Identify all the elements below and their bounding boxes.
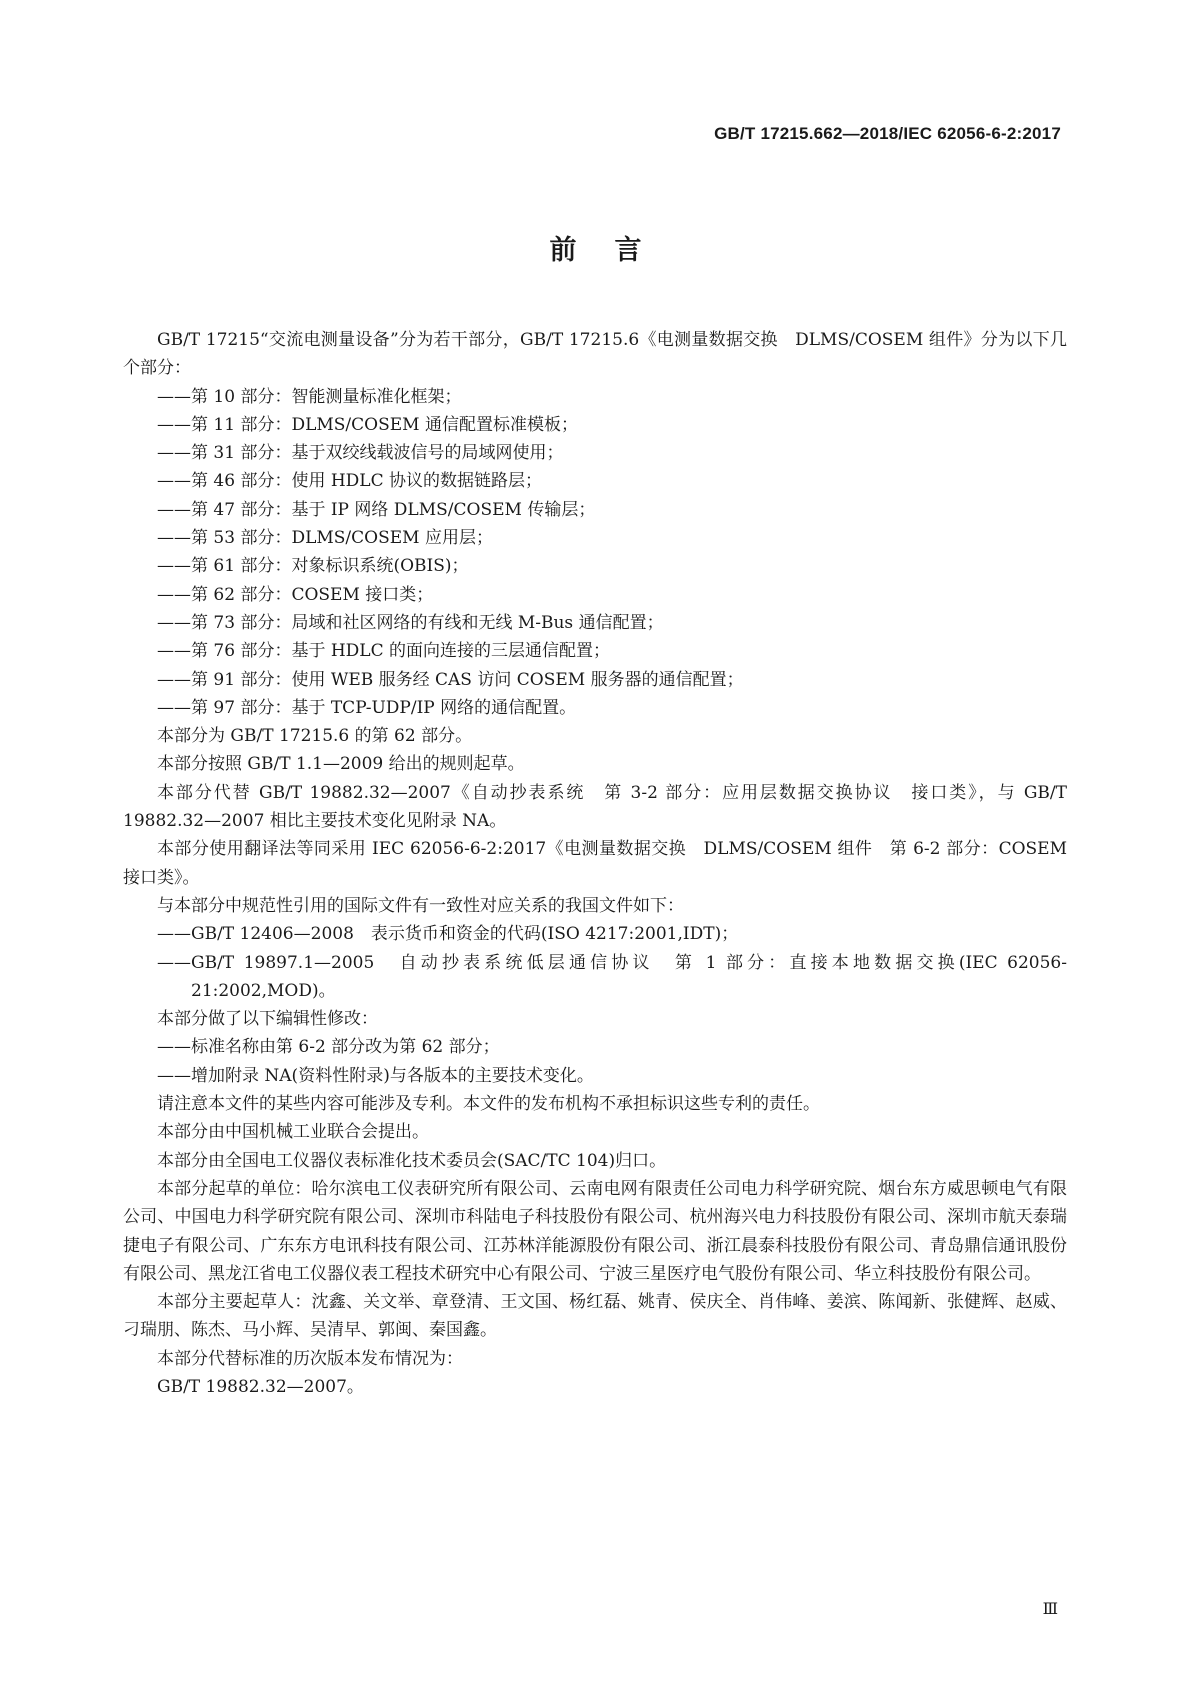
list-item: ——第 97 部分：基于 TCP-UDP/IP 网络的通信配置。 bbox=[157, 697, 577, 718]
drafting-units-paragraph: 本部分起草的单位：哈尔滨电工仪表研究所有限公司、云南电网有限责任公司电力科学研究院、烟台东方威思顿电气有限公司、中国电力科学研究院有限公司、深圳市科陆电子科技股份有限公司、杭州海兴电力科技股份有限公司、深圳市航天泰瑞捷电子有限公司、广东东方电讯科技有限公司、江苏林洋能源股份有限公司、浙江晨泰科技股份有限公司、青岛鼎信通讯股份有限公司、黑龙江省电工仪器仪表工程技术研究中心有限公司、宁波三星医疗电气股份有限公司、华立科技股份有限公司。 bbox=[123, 1178, 1067, 1284]
references-intro-paragraph: 与本部分中规范性引用的国际文件有一致性对应关系的我国文件如下： bbox=[157, 895, 684, 916]
list-item: ——第 11 部分：DLMS/COSEM 通信配置标准模板； bbox=[157, 414, 578, 435]
list-item: ——第 62 部分：COSEM 接口类； bbox=[157, 584, 434, 605]
proposed-by-paragraph: 本部分由中国机械工业联合会提出。 bbox=[157, 1122, 429, 1143]
list-item: ——标准名称由第 6-2 部分改为第 62 部分； bbox=[157, 1037, 500, 1058]
replacement-paragraph: 本部分代替 GB/T 19882.32—2007《自动抄表系统 第 3-2 部分：应用层数据交换协议 接口类》，与 GB/T 19882.32—2007 相比主要技术变化见附录 NA。 bbox=[123, 782, 1073, 832]
page-title: 前言 bbox=[549, 235, 680, 266]
edits-list bbox=[123, 1033, 1067, 1090]
part62-paragraph: 本部分为 GB/T 17215.6 的第 62 部分。 bbox=[157, 726, 473, 747]
list-item: ——第 53 部分：DLMS/COSEM 应用层； bbox=[157, 528, 493, 549]
history-paragraph: GB/T 19882.32—2007。 bbox=[157, 1376, 364, 1397]
intro-paragraph: GB/T 17215“交流电测量设备”分为若干部分，GB/T 17215.6《电测量数据交换 DLMS/COSEM 组件》分为以下几个部分： bbox=[123, 330, 1067, 379]
list-item: ——第 31 部分：基于双绞线载波信号的局域网使用； bbox=[157, 443, 564, 464]
list-item: ——第 10 部分：智能测量标准化框架； bbox=[157, 386, 462, 407]
page-number: Ⅲ bbox=[1042, 1601, 1058, 1618]
list-item: ——GB/T 12406—2008 表示货币和资金的代码(ISO 4217:2001,IDT)； bbox=[157, 924, 739, 945]
patent-paragraph: 请注意本文件的某些内容可能涉及专利。本文件的发布机构不承担标识这些专利的责任。 bbox=[157, 1094, 820, 1115]
centralized-by-paragraph: 本部分由全国电工仪器仪表标准化技术委员会(SAC/TC 104)归口。 bbox=[157, 1150, 667, 1171]
parts-list bbox=[123, 383, 1067, 723]
rules-paragraph: 本部分按照 GB/T 1.1—2009 给出的规则起草。 bbox=[157, 754, 525, 775]
standard-code-header: GB/T 17215.662—2018/IEC 62056-6-2:2017 bbox=[714, 124, 1061, 143]
list-item: ——第 47 部分：基于 IP 网络 DLMS/COSEM 传输层； bbox=[157, 499, 596, 520]
list-item: ——第 91 部分：使用 WEB 服务经 CAS 访问 COSEM 服务器的通信配置； bbox=[157, 669, 744, 690]
drafters-paragraph: 本部分主要起草人：沈鑫、关文举、章登清、王文国、杨红磊、姚青、侯庆全、肖伟峰、姜滨、陈闻新、张健辉、赵威、刁瑞朋、陈杰、马小辉、吴清早、郭闽、秦国鑫。 bbox=[123, 1292, 1067, 1341]
edits-intro-paragraph: 本部分做了以下编辑性修改： bbox=[157, 1009, 378, 1030]
list-item: ——GB/T 19897.1—2005 自动抄表系统低层通信协议 第 1 部分：直接本地数据交换(IEC 62056-21:2002,MOD)。 bbox=[157, 952, 1067, 1001]
list-item: ——第 76 部分：基于 HDLC 的面向连接的三层通信配置； bbox=[157, 641, 610, 662]
list-item: ——第 61 部分：对象标识系统(OBIS)； bbox=[157, 556, 469, 577]
translation-paragraph: 本部分使用翻译法等同采用 IEC 62056-6-2:2017《电测量数据交换 DLMS/COSEM 组件 第 6-2 部分：COSEM 接口类》。 bbox=[123, 839, 1073, 888]
foreword-body bbox=[123, 326, 1073, 1401]
list-item: ——第 46 部分：使用 HDLC 协议的数据链路层； bbox=[157, 471, 542, 492]
references-list bbox=[123, 920, 1067, 1005]
history-intro-paragraph: 本部分代替标准的历次版本发布情况为： bbox=[157, 1348, 463, 1369]
list-item: ——增加附录 NA(资料性附录)与各版本的主要技术变化。 bbox=[157, 1065, 594, 1086]
list-item: ——第 73 部分：局域和社区网络的有线和无线 M-Bus 通信配置； bbox=[157, 612, 664, 633]
